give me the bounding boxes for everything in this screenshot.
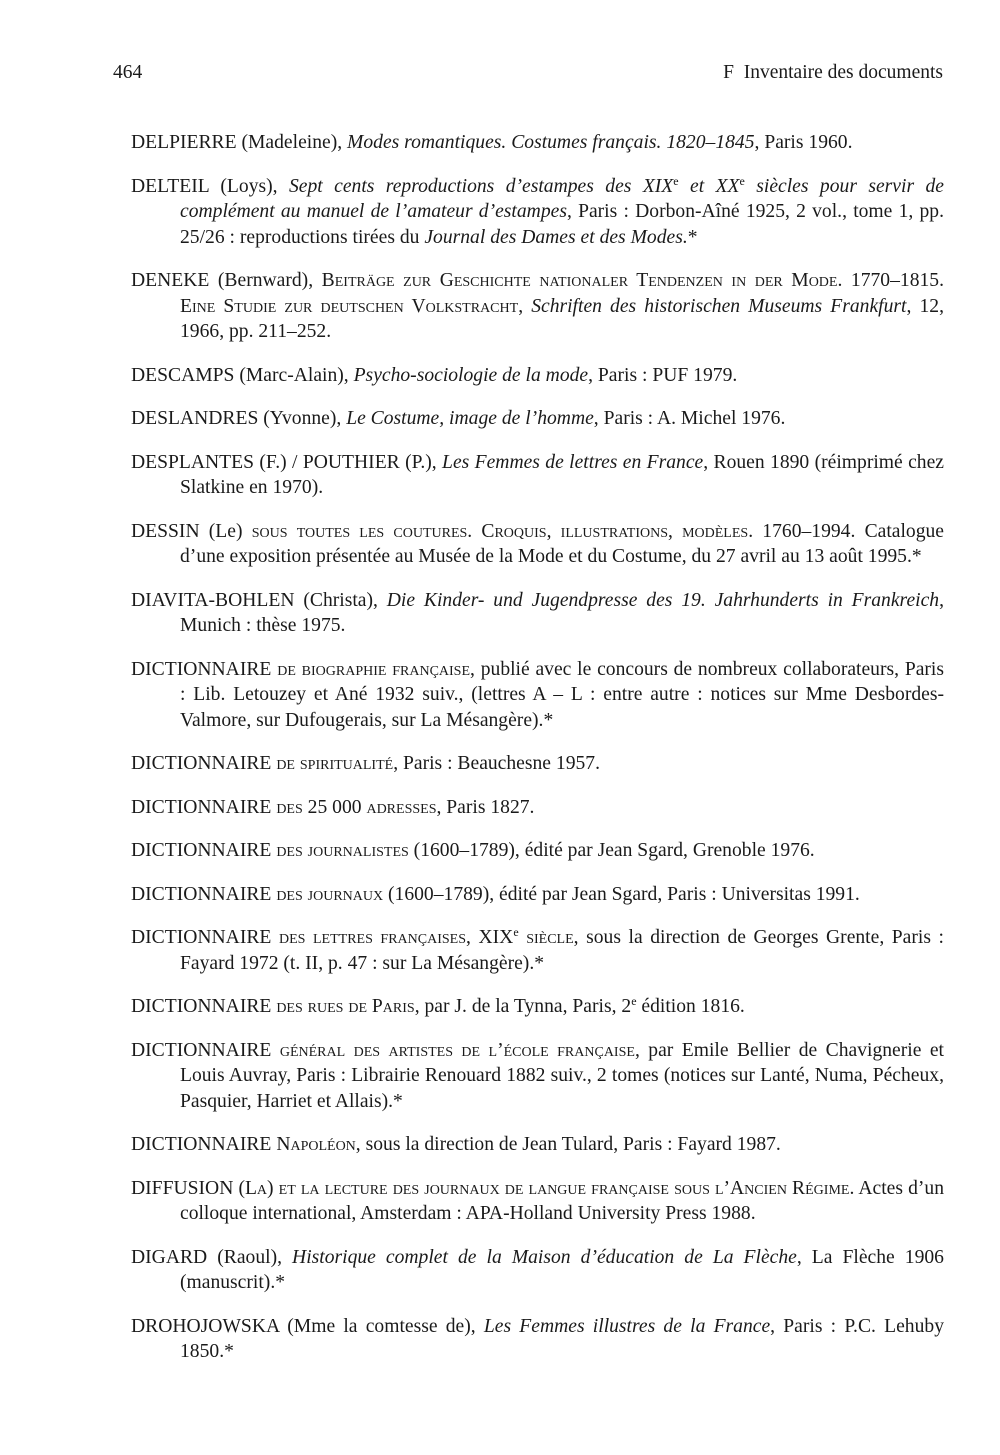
page-header bbox=[113, 62, 943, 92]
entry-text: DICTIONNAIRE bbox=[131, 796, 277, 818]
entry-text: siècle bbox=[526, 927, 574, 948]
entry-text: de spiritualité bbox=[276, 753, 394, 774]
entry-text: Beiträge zur Geschichte nationaler Tendenzen in der Mode bbox=[321, 270, 838, 291]
entry-text: DICTIONNAIRE bbox=[131, 753, 277, 774]
entry-text: des journaux bbox=[276, 883, 384, 905]
entry-text: , Paris : P.C. Lehuby 1850.* bbox=[180, 1315, 944, 1362]
entry-text: Journal des Dames et des Modes. bbox=[424, 226, 688, 248]
entry-text: . 1760–1994. Catalogue d’une exposition présentée au Musée de la Mode et du Costume, du 27 avril au 13 août 1995.* bbox=[180, 520, 945, 567]
entry-text: , Paris : Beauchesne 1957. bbox=[393, 753, 600, 774]
entry-text: des bbox=[276, 796, 303, 818]
entry-text: DICTIONNAIRE bbox=[131, 996, 277, 1017]
entry-text: général des artistes de l’école française bbox=[279, 1039, 635, 1061]
entry-text: , Rouen 1890 (réimprimé chez Slatkine en 1970). bbox=[180, 451, 944, 498]
entry-text: Le Costume, image de l’homme bbox=[346, 408, 594, 429]
entry-text: adresses bbox=[366, 796, 437, 818]
entry-text: Sept cents reproductions d’estampes des XIX bbox=[288, 175, 674, 197]
entry-text: e bbox=[739, 173, 745, 188]
entry-text: édition 1816. bbox=[636, 996, 745, 1017]
bibliography-entry bbox=[131, 588, 944, 639]
entry-text: e bbox=[631, 994, 637, 1008]
bibliography-entry bbox=[131, 174, 944, 251]
bibliography-entry bbox=[131, 882, 944, 908]
entry-text: , Paris 1827. bbox=[436, 796, 535, 818]
entry-text: , Munich : thèse 1975. bbox=[180, 589, 944, 636]
entry-text: et XX bbox=[678, 175, 740, 197]
page-number: 464 bbox=[113, 62, 143, 83]
bibliography-entry bbox=[131, 268, 944, 345]
entry-text: , publié avec le concours de nombreux collaborateurs, Paris : Lib. Letouzey et Ané 1932 suiv., (lettres A – L : entre autre : notices sur Mme Desbordes-Valmore, sur Dufougerais, sur La Mésangère).* bbox=[180, 658, 945, 731]
entry-text: DELPIERRE (Madeleine), bbox=[131, 132, 348, 153]
entry-text: des journalistes bbox=[276, 840, 409, 861]
entry-text: , Paris : PUF 1979. bbox=[588, 364, 738, 386]
entry-text: Les Femmes de lettres en France bbox=[442, 451, 704, 473]
bibliography-entry bbox=[131, 406, 944, 432]
entry-text: DROHOJOWSKA (Mme la comtesse de), bbox=[131, 1315, 484, 1337]
bibliography-list bbox=[131, 130, 944, 1383]
entry-text: DICTIONNAIRE bbox=[131, 1039, 280, 1061]
entry-text: (1600–1789), édité par Jean Sgard, Paris : Universitas 1991. bbox=[383, 883, 860, 905]
entry-text: * bbox=[687, 226, 698, 248]
entry-text: DICTIONNAIRE bbox=[131, 840, 277, 861]
bibliography-entry bbox=[131, 130, 944, 156]
entry-text: de biographie française bbox=[277, 658, 471, 680]
entry-text: DESPLANTES (F.) / POUTHIER (P.), bbox=[131, 451, 443, 473]
entry-text: 25 000 bbox=[302, 796, 367, 818]
entry-text: , par J. de la Tynna, Paris, 2 bbox=[414, 996, 632, 1017]
entry-text: e bbox=[673, 173, 679, 188]
entry-text: des rues de Paris bbox=[276, 996, 415, 1017]
entry-text: . Actes d’un colloque international, Amsterdam : APA-Holland University Press 1988. bbox=[180, 1177, 944, 1224]
entry-text: Psycho-sociologie de la mode bbox=[353, 364, 589, 386]
bibliography-entry bbox=[131, 450, 944, 501]
entry-text: , bbox=[518, 295, 532, 317]
bibliography-entry bbox=[131, 1314, 944, 1365]
entry-text: (1600–1789), édité par Jean Sgard, Grenoble 1976. bbox=[408, 840, 815, 861]
entry-text: , 12, 1966, pp. 211–252. bbox=[180, 295, 944, 342]
entry-text: . 1770–1815. bbox=[837, 270, 944, 291]
entry-text: , La Flèche 1906 (manuscrit).* bbox=[180, 1246, 944, 1293]
bibliography-entry bbox=[131, 751, 944, 777]
entry-text: DICTIONNAIRE bbox=[131, 927, 279, 948]
bibliography-entry bbox=[131, 795, 944, 821]
entry-text: Les Femmes illustres de la France bbox=[483, 1315, 771, 1337]
bibliography-entry bbox=[131, 1176, 944, 1227]
entry-text: DICTIONNAIRE bbox=[131, 883, 277, 905]
entry-text: Napoléon bbox=[276, 1134, 356, 1155]
entry-text: (La) et la lecture des journaux de langue française sous l’Ancien Régime bbox=[238, 1177, 850, 1199]
entry-text: Historique complet de la Maison d’éducation de La Flèche bbox=[292, 1246, 797, 1268]
bibliography-entry bbox=[131, 1132, 944, 1158]
entry-text: siècles pour servir de complément au manuel de l’amateur d’estampes bbox=[180, 175, 944, 222]
entry-text: DESSIN (Le) bbox=[131, 520, 252, 542]
entry-text: DESLANDRES (Yvonne), bbox=[131, 408, 347, 429]
entry-text: DICTIONNAIRE bbox=[131, 1134, 277, 1155]
bibliography-entry bbox=[131, 657, 944, 734]
entry-text: , XIX bbox=[466, 927, 514, 948]
entry-text: DIGARD (Raoul), bbox=[131, 1246, 293, 1268]
entry-text: DIAVITA-BOHLEN (Christa), bbox=[131, 589, 387, 611]
entry-text: DICTIONNAIRE bbox=[131, 658, 278, 680]
entry-text: , Paris : A. Michel 1976. bbox=[593, 408, 786, 429]
bibliography-entry bbox=[131, 519, 944, 570]
entry-text: , par Emile Bellier de Chavignerie et Louis Auvray, Paris : Librairie Renouard 1882 suiv., 2 tomes (notices sur Lanté, Numa, Pécheux, Pasquier, Harriet et Allais).* bbox=[180, 1039, 944, 1112]
bibliography-entry bbox=[131, 1245, 944, 1296]
bibliography-entry bbox=[131, 363, 944, 389]
entry-text: , sous la direction de Georges Grente, Paris : Fayard 1972 (t. II, p. 47 : sur La Mésangère).* bbox=[180, 927, 944, 974]
running-title: F Inventaire des documents bbox=[723, 62, 943, 83]
entry-text: sous toutes les coutures. Croquis, illustrations, modèles bbox=[251, 520, 749, 542]
bibliography-entry bbox=[131, 838, 944, 864]
entry-text: , Paris : Dorbon-Aîné 1925, 2 vol., tome 1, pp. 25/26 : reproductions tirées du bbox=[180, 201, 944, 248]
entry-text: des lettres françaises bbox=[278, 927, 467, 948]
entry-text: DESCAMPS (Marc-Alain), bbox=[131, 364, 354, 386]
entry-text: , sous la direction de Jean Tulard, Paris : Fayard 1987. bbox=[355, 1134, 781, 1155]
bibliography-entry bbox=[131, 994, 944, 1020]
entry-text: Eine Studie zur deutschen Volkstracht bbox=[180, 295, 519, 317]
entry-text: Schriften des historischen Museums Frankfurt bbox=[531, 295, 907, 317]
entry-text: DIFFUSION bbox=[131, 1177, 239, 1199]
entry-text: , Paris 1960. bbox=[754, 132, 853, 153]
entry-text: DENEKE (Bernward), bbox=[131, 270, 322, 291]
entry-text: Modes romantiques. Costumes français. 1820–1845 bbox=[347, 132, 755, 153]
bibliography-entry bbox=[131, 1038, 944, 1115]
entry-text: Die Kinder- und Jugendpresse des 19. Jahrhunderts in Frankreich bbox=[386, 589, 940, 611]
bibliography-entry bbox=[131, 925, 944, 976]
entry-text: DELTEIL (Loys), bbox=[131, 175, 289, 197]
entry-text: e bbox=[513, 925, 519, 939]
